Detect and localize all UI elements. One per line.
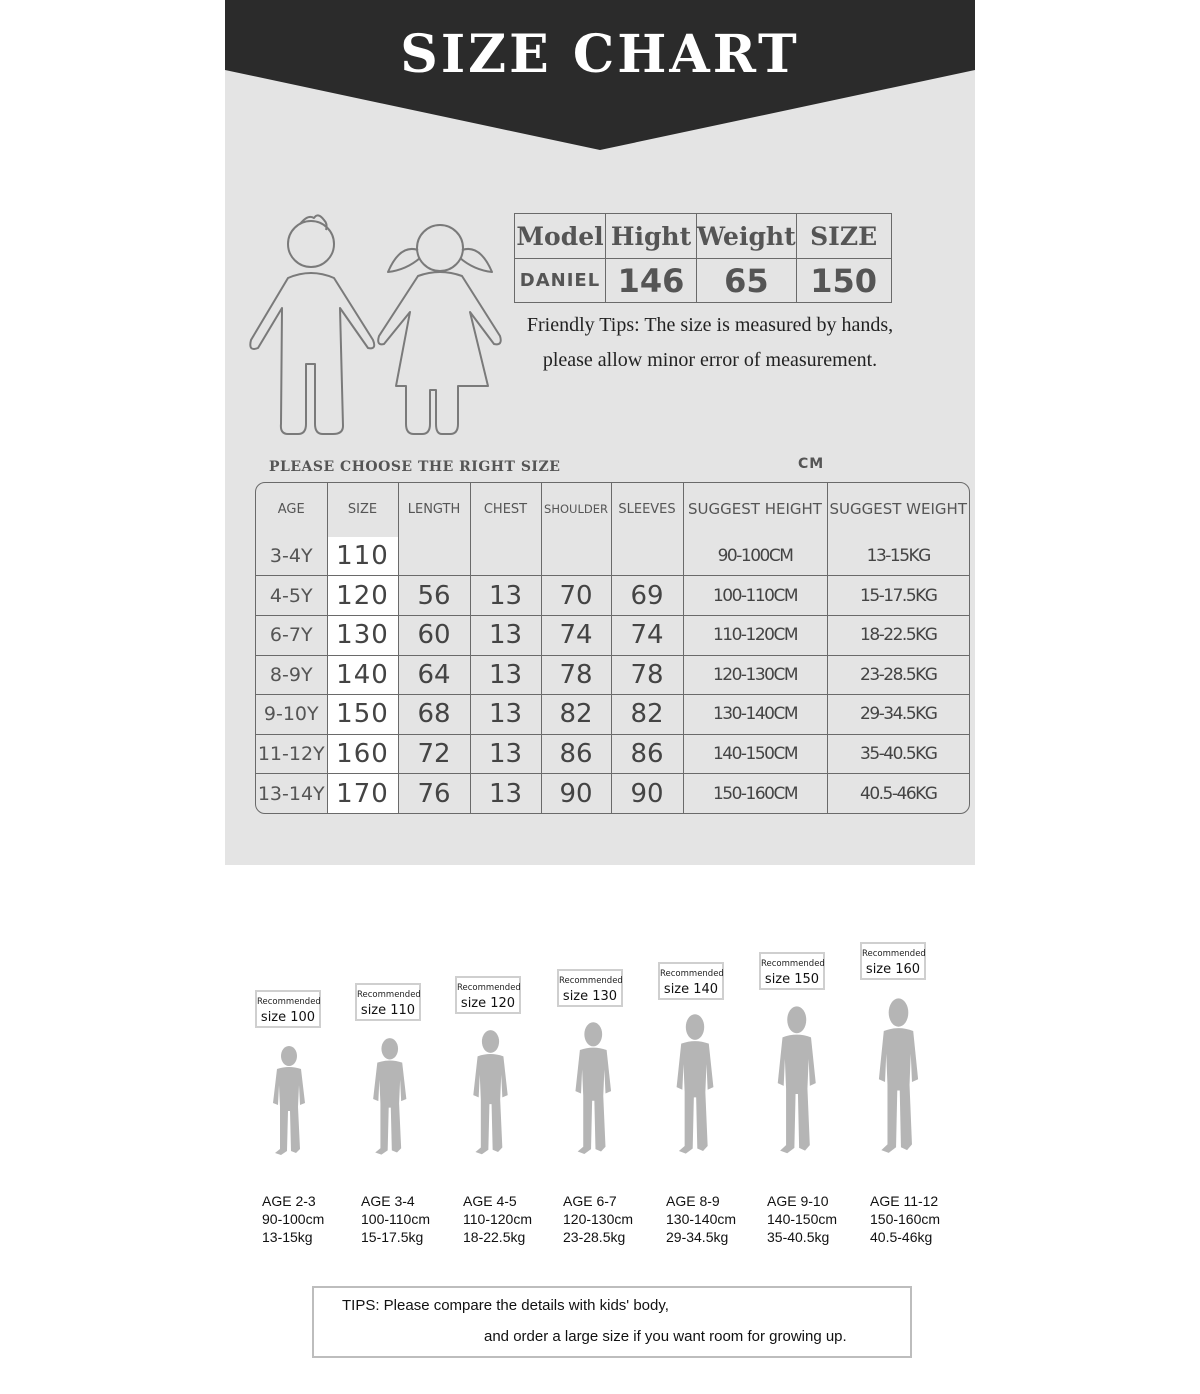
size-table-cell: 78: [541, 655, 611, 695]
size-table-cell: 74: [611, 615, 683, 655]
recommended-size-box: [759, 952, 825, 990]
size-table-cell: 13: [470, 655, 541, 695]
weight-range: 13-15kg: [262, 1229, 313, 1245]
height-range: 100-110cm: [361, 1211, 431, 1227]
size-table-cell: 13-14Y: [256, 774, 327, 813]
tips-line-2: and order a large size if you want room for growing up.: [484, 1328, 847, 1345]
size-table-cell: 13: [470, 734, 541, 774]
recommended-label: Recommended: [457, 983, 521, 993]
weight-range: 35-40.5kg: [767, 1229, 830, 1245]
size-table-cell: 160: [327, 734, 398, 774]
size-table-cell: 90: [611, 774, 683, 813]
height-range: 90-100cm: [262, 1211, 325, 1227]
size-table-cell: 29-34.5KG: [827, 695, 969, 735]
size-table-cell: 13-15KG: [827, 537, 969, 576]
size-table-cell: 13: [470, 695, 541, 735]
size-table-cell: 110-120CM: [683, 615, 827, 655]
model-header-cell: Weight: [697, 214, 797, 259]
recommended-size: size 130: [562, 989, 618, 1004]
size-table-cell: 82: [541, 695, 611, 735]
weight-range: 40.5-46kg: [870, 1229, 933, 1245]
age-info: [870, 1192, 940, 1246]
model-table: [514, 213, 892, 303]
recommended-label: Recommended: [559, 976, 623, 986]
model-value-cell: 146: [606, 259, 697, 303]
size-table-cell: 130-140CM: [683, 695, 827, 735]
recommended-size-box: [455, 976, 521, 1014]
model-value-row: [515, 259, 892, 303]
model-header-row: [515, 214, 892, 259]
weight-range: 18-22.5kg: [463, 1229, 526, 1245]
size-table-cell: 8-9Y: [256, 655, 327, 695]
boy-outline-icon: [250, 215, 374, 434]
recommended-label: Recommended: [862, 949, 926, 959]
size-table-cell: 150: [327, 695, 398, 735]
recommended-size-box: [255, 990, 321, 1028]
age-info: [463, 1192, 532, 1246]
size-table-cell: 90-100CM: [683, 537, 827, 576]
age-label: AGE 4-5: [463, 1193, 517, 1209]
size-table-cell: 82: [611, 695, 683, 735]
recommended-label: Recommended: [357, 990, 421, 1000]
weight-range: 15-17.5kg: [361, 1229, 424, 1245]
size-table-cell: 3-4Y: [256, 537, 327, 576]
friendly-tips-line-2: please allow minor error of measurement.: [542, 349, 878, 371]
size-table-cell: 4-5Y: [256, 576, 327, 616]
header-cell: CHEST: [470, 483, 541, 537]
size-table-cell: 23-28.5KG: [827, 655, 969, 695]
size-table-cell: 70: [541, 576, 611, 616]
size-table-cell: 120-130CM: [683, 655, 827, 695]
size-table-cell: 68: [398, 695, 470, 735]
title-banner: [225, 0, 975, 150]
age-label: AGE 11-12: [870, 1193, 939, 1209]
choose-size-label: PLEASE CHOOSE THE RIGHT SIZE: [269, 459, 561, 475]
child-silhouette-icon: [571, 1021, 616, 1160]
size-table-cell: 9-10Y: [256, 695, 327, 735]
size-table-cell: 78: [611, 655, 683, 695]
size-table-cell: 13: [470, 615, 541, 655]
size-table-row: [256, 537, 969, 576]
size-table-cell: 18-22.5KG: [827, 615, 969, 655]
size-table-cell: 120: [327, 576, 398, 616]
age-info: [767, 1192, 837, 1246]
size-table-cell: 86: [541, 734, 611, 774]
child-silhouette-icon: [369, 1037, 411, 1160]
size-table-cell: 64: [398, 655, 470, 695]
child-silhouette-icon: [269, 1045, 309, 1160]
header-cell: SLEEVES: [611, 483, 683, 537]
age-info: [563, 1192, 633, 1246]
friendly-tips-line-1: Friendly Tips: The size is measured by hands,: [526, 314, 894, 336]
size-table-row: [256, 695, 969, 735]
size-table-cell: [611, 537, 683, 576]
child-silhouette-icon: [672, 1013, 718, 1160]
size-table-cell: [541, 537, 611, 576]
age-label: AGE 2-3: [262, 1193, 316, 1209]
age-info: [361, 1192, 430, 1246]
age-label: AGE 8-9: [666, 1193, 720, 1209]
size-table-row: [256, 734, 969, 774]
age-label: AGE 9-10: [767, 1193, 829, 1209]
age-info: [262, 1192, 324, 1246]
height-range: 120-130cm: [563, 1211, 634, 1227]
height-range: 140-150cm: [767, 1211, 838, 1227]
size-table-cell: 86: [611, 734, 683, 774]
child-silhouette-icon: [874, 997, 923, 1160]
kids-outline-icons: [248, 212, 508, 437]
size-table-cell: 150-160CM: [683, 774, 827, 813]
recommended-size: size 160: [865, 962, 921, 977]
size-table-cell: 15-17.5KG: [827, 576, 969, 616]
recommended-label: Recommended: [660, 969, 724, 979]
size-table-cell: 140: [327, 655, 398, 695]
header-cell: SIZE: [327, 483, 398, 537]
size-header-row: [256, 483, 969, 537]
size-table-cell: 170: [327, 774, 398, 813]
recommended-size-box: [557, 969, 623, 1007]
size-table-cell: 76: [398, 774, 470, 813]
tips-box: [312, 1286, 912, 1358]
header-cell: SUGGEST WEIGHT: [827, 483, 969, 537]
recommended-size: size 150: [764, 972, 820, 987]
model-value-cell: DANIEL: [515, 259, 606, 303]
size-table: [256, 483, 969, 813]
recommended-size: size 120: [460, 996, 516, 1011]
size-table-row: [256, 576, 969, 616]
model-header-cell: SIZE: [796, 214, 891, 259]
recommended-size: size 110: [360, 1003, 416, 1018]
weight-range: 23-28.5kg: [563, 1229, 626, 1245]
size-table-cell: 90: [541, 774, 611, 813]
size-table-cell: [470, 537, 541, 576]
recommended-size: size 100: [260, 1010, 316, 1025]
header-cell: SUGGEST HEIGHT: [683, 483, 827, 537]
size-table-cell: 13: [470, 774, 541, 813]
size-table-cell: 74: [541, 615, 611, 655]
size-table-cell: 140-150CM: [683, 734, 827, 774]
size-table-row: [256, 655, 969, 695]
size-table-cell: 110: [327, 537, 398, 576]
weight-range: 29-34.5kg: [666, 1229, 729, 1245]
recommended-size-box: [860, 942, 926, 980]
girl-outline-icon: [378, 225, 501, 434]
child-silhouette-icon: [469, 1029, 512, 1160]
recommended-label: Recommended: [761, 959, 825, 969]
header-cell: LENGTH: [398, 483, 470, 537]
recommended-label: Recommended: [257, 997, 321, 1007]
size-table-cell: 72: [398, 734, 470, 774]
recommended-size: size 140: [663, 982, 719, 997]
size-table-cell: 11-12Y: [256, 734, 327, 774]
height-range: 150-160cm: [870, 1211, 941, 1227]
child-silhouette-icon: [773, 1005, 821, 1160]
model-value-cell: 150: [796, 259, 891, 303]
model-header-cell: Model: [515, 214, 606, 259]
size-table-cell: 130: [327, 615, 398, 655]
size-table-cell: 40.5-46KG: [827, 774, 969, 813]
size-table-frame: [255, 482, 970, 814]
model-header-cell: Hight: [606, 214, 697, 259]
recommended-size-box: [658, 962, 724, 1000]
model-value-cell: 65: [697, 259, 797, 303]
size-table-cell: 100-110CM: [683, 576, 827, 616]
header-cell: AGE: [256, 483, 327, 537]
height-range: 130-140cm: [666, 1211, 737, 1227]
size-table-row: [256, 774, 969, 813]
tips-line-1: TIPS: Please compare the details with kids' body,: [342, 1297, 669, 1314]
page-title: SIZE CHART: [400, 24, 800, 85]
age-label: AGE 3-4: [361, 1193, 415, 1209]
recommended-size-box: [355, 983, 421, 1021]
size-table-cell: 13: [470, 576, 541, 616]
size-table-cell: 56: [398, 576, 470, 616]
height-range: 110-120cm: [463, 1211, 533, 1227]
unit-label: CM: [798, 456, 825, 472]
size-table-cell: 6-7Y: [256, 615, 327, 655]
age-label: AGE 6-7: [563, 1193, 617, 1209]
age-info: [666, 1192, 736, 1246]
header-cell: SHOULDER: [541, 483, 611, 537]
size-table-cell: [398, 537, 470, 576]
size-table-row: [256, 615, 969, 655]
size-table-cell: 69: [611, 576, 683, 616]
size-table-cell: 60: [398, 615, 470, 655]
size-table-cell: 35-40.5KG: [827, 734, 969, 774]
